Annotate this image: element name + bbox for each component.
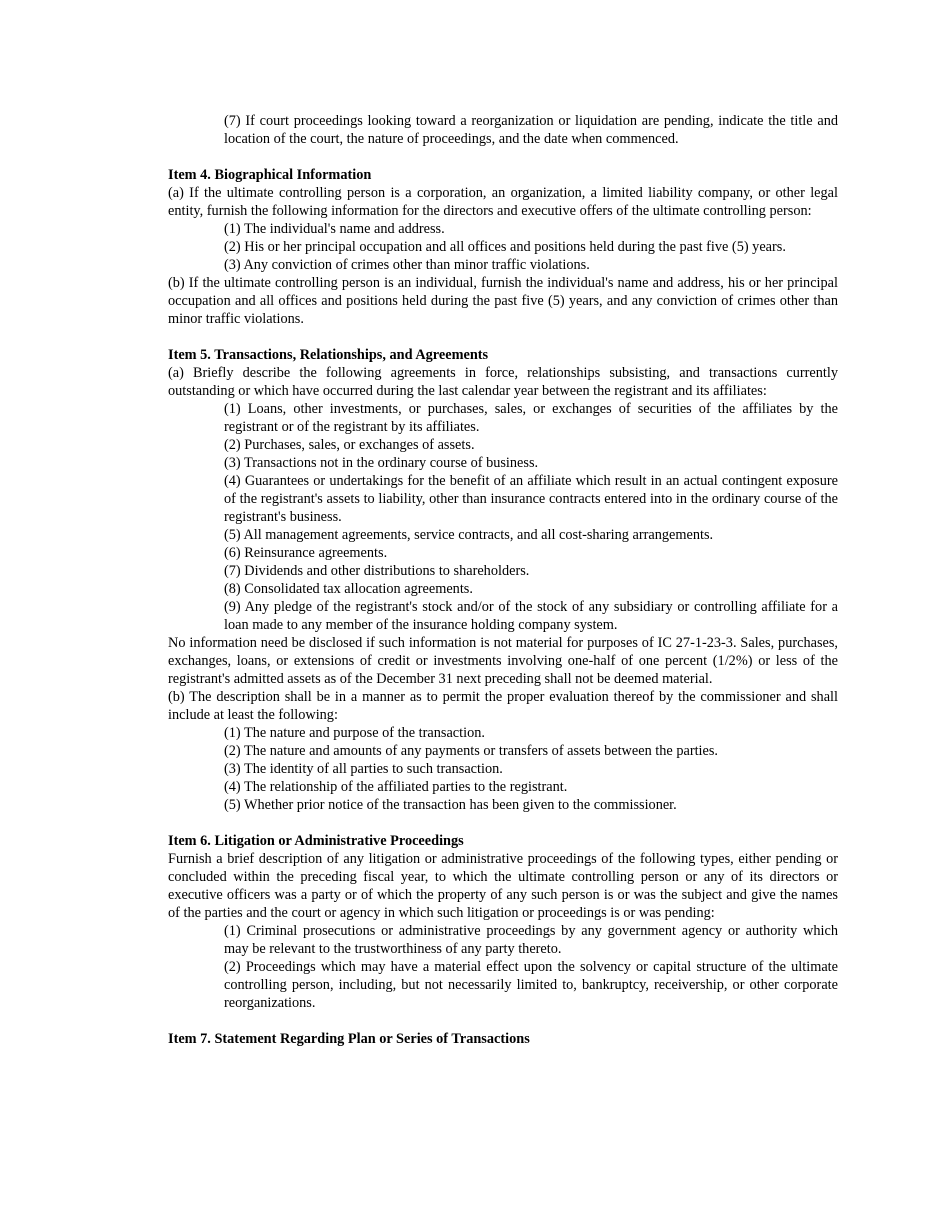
item4-paragraph-a: (a) If the ultimate controlling person is a corporation, an organization, a limited liability company, or other legal entity, furnish the following information for the directors and executive offers of the ultimate controlling person:: [168, 185, 838, 219]
item5-a-subitem-4: (4) Guarantees or undertakings for the benefit of an affiliate which result in an actual contingent exposure of the registrant's assets to liability, other than insurance contracts entered into in the ordinary course of the registrant's business.: [224, 473, 838, 525]
spacer: [168, 148, 838, 166]
item5-a-subitem-8: (8) Consolidated tax allocation agreements.: [224, 581, 473, 597]
item3-subitem-7: (7) If court proceedings looking toward a reorganization or liquidation are pending, indicate the title and location of the court, the nature of proceedings, and the date when commenced.: [224, 113, 838, 147]
item6-subitem-1: (1) Criminal prosecutions or administrative proceedings by any government agency or authority which may be relevant to the trustworthiness of any party thereto.: [224, 923, 838, 957]
item5-a-subitem-3: (3) Transactions not in the ordinary course of business.: [224, 455, 539, 471]
item5-b-subitem-2: (2) The nature and amounts of any payments or transfers of assets between the parties.: [224, 743, 719, 759]
item5-heading: Item 5. Transactions, Relationships, and Agreements: [168, 347, 489, 363]
item5-a-subitem-1: (1) Loans, other investments, or purchases, sales, or exchanges of securities of the affiliates by the registrant or of the registrant by its affiliates.: [224, 401, 838, 435]
document-page: [168, 112, 838, 1048]
item4-heading: Item 4. Biographical Information: [168, 167, 372, 183]
spacer: [168, 328, 838, 346]
item5-a-subitem-6: (6) Reinsurance agreements.: [224, 545, 388, 561]
item4-a-subitem-1: (1) The individual's name and address.: [224, 221, 445, 237]
item6-intro: Furnish a brief description of any litigation or administrative proceedings of the following types, either pending or concluded within the preceding fiscal year, to which the ultimate controlling person or any of its directors or executive officers was a party or of which the property of any such person is or was the subject and give the names of the parties and the court or agency in which such litigation or proceedings is or was pending:: [168, 851, 838, 921]
item5-materiality-note: No information need be disclosed if such information is not material for purposes of IC 27-1-23-3. Sales, purchases, exchanges, loans, or extensions of credit or investments involving one-half of one percent (1/2%) or less of the registrant's admitted assets as of the December 31 next preceding shall not be deemed material.: [168, 635, 838, 687]
item7-heading: Item 7. Statement Regarding Plan or Series of Transactions: [168, 1031, 530, 1047]
item5-b-subitem-4: (4) The relationship of the affiliated parties to the registrant.: [224, 779, 568, 795]
item5-paragraph-b: (b) The description shall be in a manner as to permit the proper evaluation thereof by the commissioner and shall include at least the following:: [168, 689, 838, 723]
item5-b-subitem-5: (5) Whether prior notice of the transaction has been given to the commissioner.: [224, 797, 677, 813]
item5-paragraph-a: (a) Briefly describe the following agreements in force, relationships subsisting, and transactions currently outstanding or which have occurred during the last calendar year between the registrant and its affiliates:: [168, 365, 838, 399]
item5-b-subitem-1: (1) The nature and purpose of the transaction.: [224, 725, 485, 741]
item4-paragraph-b: (b) If the ultimate controlling person is an individual, furnish the individual's name and address, his or her principal occupation and all offices and positions held during the past five (5) years, and any conviction of crimes other than minor traffic violations.: [168, 275, 838, 327]
spacer: [168, 1012, 838, 1030]
item5-a-subitem-7: (7) Dividends and other distributions to shareholders.: [224, 563, 530, 579]
item5-a-subitem-9: (9) Any pledge of the registrant's stock and/or of the stock of any subsidiary or controlling affiliate for a loan made to any member of the insurance holding company system.: [224, 599, 838, 633]
item5-a-subitem-5: (5) All management agreements, service contracts, and all cost-sharing arrangements.: [224, 527, 714, 543]
item6-heading: Item 6. Litigation or Administrative Proceedings: [168, 833, 464, 849]
item5-a-subitem-2: (2) Purchases, sales, or exchanges of assets.: [224, 437, 475, 453]
spacer: [168, 814, 838, 832]
item6-subitem-2: (2) Proceedings which may have a material effect upon the solvency or capital structure of the ultimate controlling person, including, but not necessarily limited to, bankruptcy, receivership, or other corporate reorganizations.: [224, 959, 838, 1011]
item4-a-subitem-2: (2) His or her principal occupation and all offices and positions held during the past five (5) years.: [224, 239, 786, 255]
item5-b-subitem-3: (3) The identity of all parties to such transaction.: [224, 761, 503, 777]
item4-a-subitem-3: (3) Any conviction of crimes other than minor traffic violations.: [224, 257, 590, 273]
